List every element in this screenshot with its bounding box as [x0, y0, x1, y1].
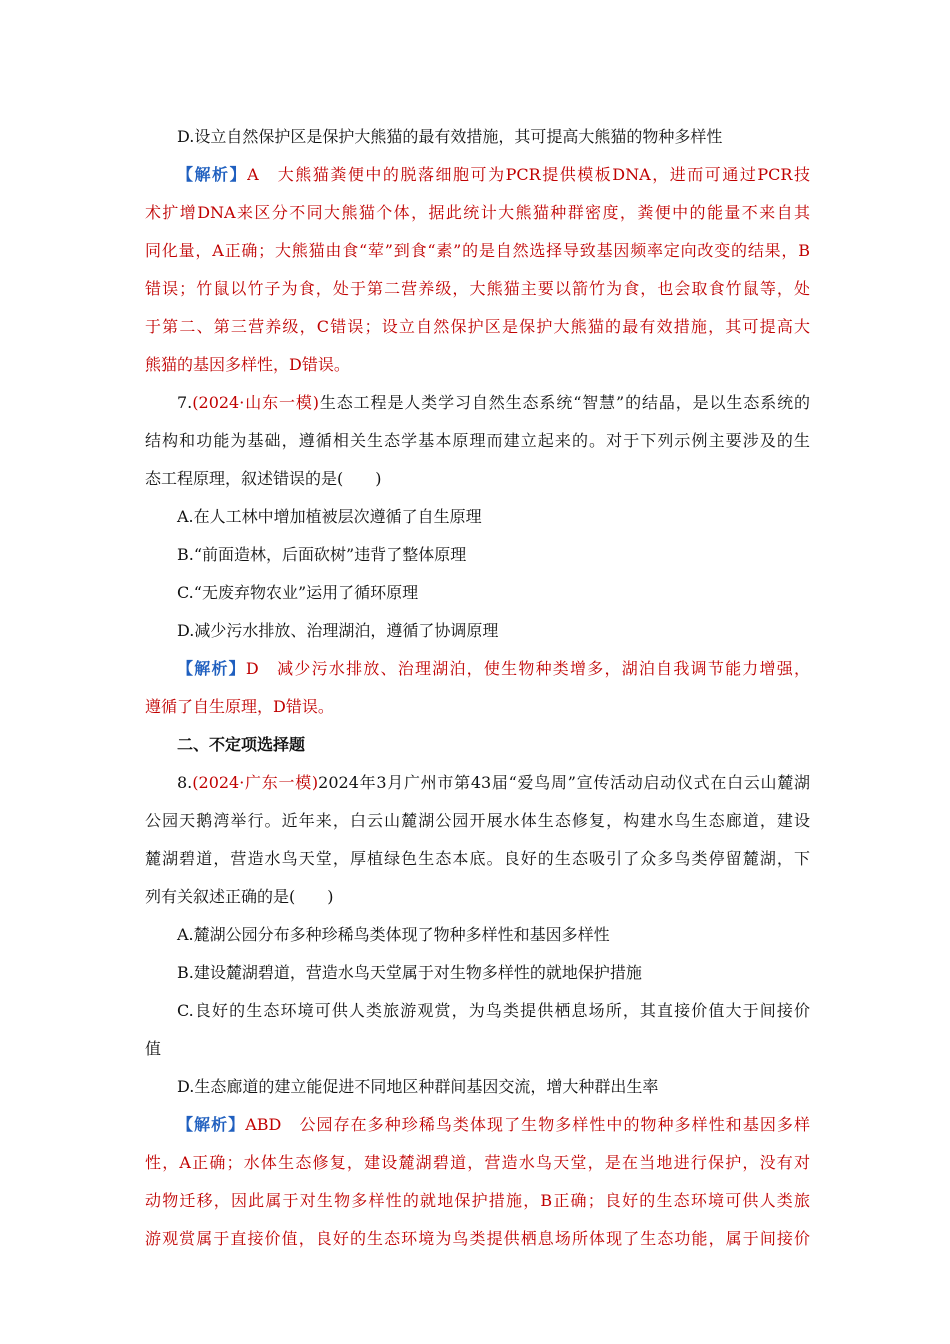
q7-source: (2024·山东一模) — [192, 393, 319, 412]
prev-analysis-line-1: 【解析】A 大熊猫粪便中的脱落细胞可为PCR提供模板DNA，进而可通过PCR技 — [177, 165, 810, 184]
q8-stem-line-2: 公园天鹅湾举行。近年来，白云山麓湖公园开展水体生态修复，构建水鸟生态廊道，建设 — [145, 811, 810, 830]
q7-option-b: B.“前面造林，后面砍树”违背了整体原理 — [177, 545, 467, 564]
prev-analysis-line-2: 术扩增DNA来区分不同大熊猫个体，据此统计大熊猫种群密度，粪便中的能量不来自其 — [145, 203, 810, 222]
prev-analysis-line-6: 熊猫的基因多样性，D错误。 — [145, 355, 350, 374]
prev-analysis-line-3: 同化量，A正确；大熊猫由食“荤”到食“素”的是自然选择导致基因频率定向改变的结果，B — [145, 241, 810, 260]
q8-source: (2024·广东一模) — [192, 773, 319, 792]
q7-number: 7. — [177, 393, 193, 412]
q8-analysis-line-3: 动物迁移，因此属于对生物多样性的就地保护措施，B正确；良好的生态环境可供人类旅 — [145, 1191, 810, 1210]
q8-option-c-cont: 值 — [145, 1039, 162, 1058]
q8-option-a: A.麓湖公园分布多种珍稀鸟类体现了物种多样性和基因多样性 — [177, 925, 610, 944]
analysis-tag: 【解析】 — [177, 165, 248, 184]
q7-analysis-line-2: 遵循了自生原理，D错误。 — [145, 697, 334, 716]
analysis-tag: 【解析】 — [177, 659, 246, 678]
q8-analysis-line-1: 【解析】ABD 公园存在多种珍稀鸟类体现了生物多样性中的物种多样性和基因多样 — [177, 1115, 810, 1134]
q8-stem-line-3: 麓湖碧道，营造水鸟天堂，厚植绿色生态本底。良好的生态吸引了众多鸟类停留麓湖，下 — [145, 849, 810, 868]
q7-stem-line-3: 态工程原理，叙述错误的是( ) — [145, 469, 382, 488]
q7-stem-line-1: 7.(2024·山东一模)生态工程是人类学习自然生态系统“智慧”的结晶，是以生态系统的 — [177, 393, 810, 412]
q7-option-a: A.在人工林中增加植被层次遵循了自生原理 — [177, 507, 482, 526]
q8-analysis-line-4: 游观赏属于直接价值，良好的生态环境为鸟类提供栖息场所体现了生态功能，属于间接价 — [145, 1229, 810, 1248]
section-title: 二、不定项选择题 — [177, 735, 306, 754]
q7-analysis-line-1: 【解析】D 减少污水排放、治理湖泊，使生物种类增多，湖泊自我调节能力增强， — [177, 659, 810, 678]
q8-number: 8. — [177, 773, 193, 792]
document-page — [145, 118, 810, 1258]
q7-option-c: C.“无废弃物农业”运用了循环原理 — [177, 583, 419, 602]
q7-stem-line-2: 结构和功能为基础，遵循相关生态学基本原理而建立起来的。对于下列示例主要涉及的生 — [145, 431, 810, 450]
q8-analysis-line-2: 性，A正确；水体生态修复，建设麓湖碧道，营造水鸟天堂，是在当地进行保护，没有对 — [145, 1153, 810, 1172]
q7-option-d: D.减少污水排放、治理湖泊，遵循了协调原理 — [177, 621, 499, 640]
prev-analysis-line-5: 于第二、第三营养级，C错误；设立自然保护区是保护大熊猫的最有效措施，其可提高大 — [145, 317, 810, 336]
prev-analysis-line-4: 错误；竹鼠以竹子为食，处于第二营养级，大熊猫主要以箭竹为食，也会取食竹鼠等，处 — [145, 279, 810, 298]
q8-stem-line-1: 8.(2024·广东一模)2024年3月广州市第43届“爱鸟周”宣传活动启动仪式在白云山麓湖 — [177, 773, 810, 792]
q8-option-d: D.生态廊道的建立能促进不同地区种群间基因交流，增大种群出生率 — [177, 1077, 659, 1096]
q8-option-b: B.建设麓湖碧道，营造水鸟天堂属于对生物多样性的就地保护措施 — [177, 963, 642, 982]
q8-option-c: C.良好的生态环境可供人类旅游观赏，为鸟类提供栖息场所，其直接价值大于间接价 — [177, 1001, 810, 1020]
prev-option-d: D.设立自然保护区是保护大熊猫的最有效措施，其可提高大熊猫的物种多样性 — [177, 127, 723, 146]
q8-stem-line-4: 列有关叙述正确的是( ) — [145, 887, 334, 906]
analysis-tag: 【解析】 — [177, 1115, 246, 1134]
